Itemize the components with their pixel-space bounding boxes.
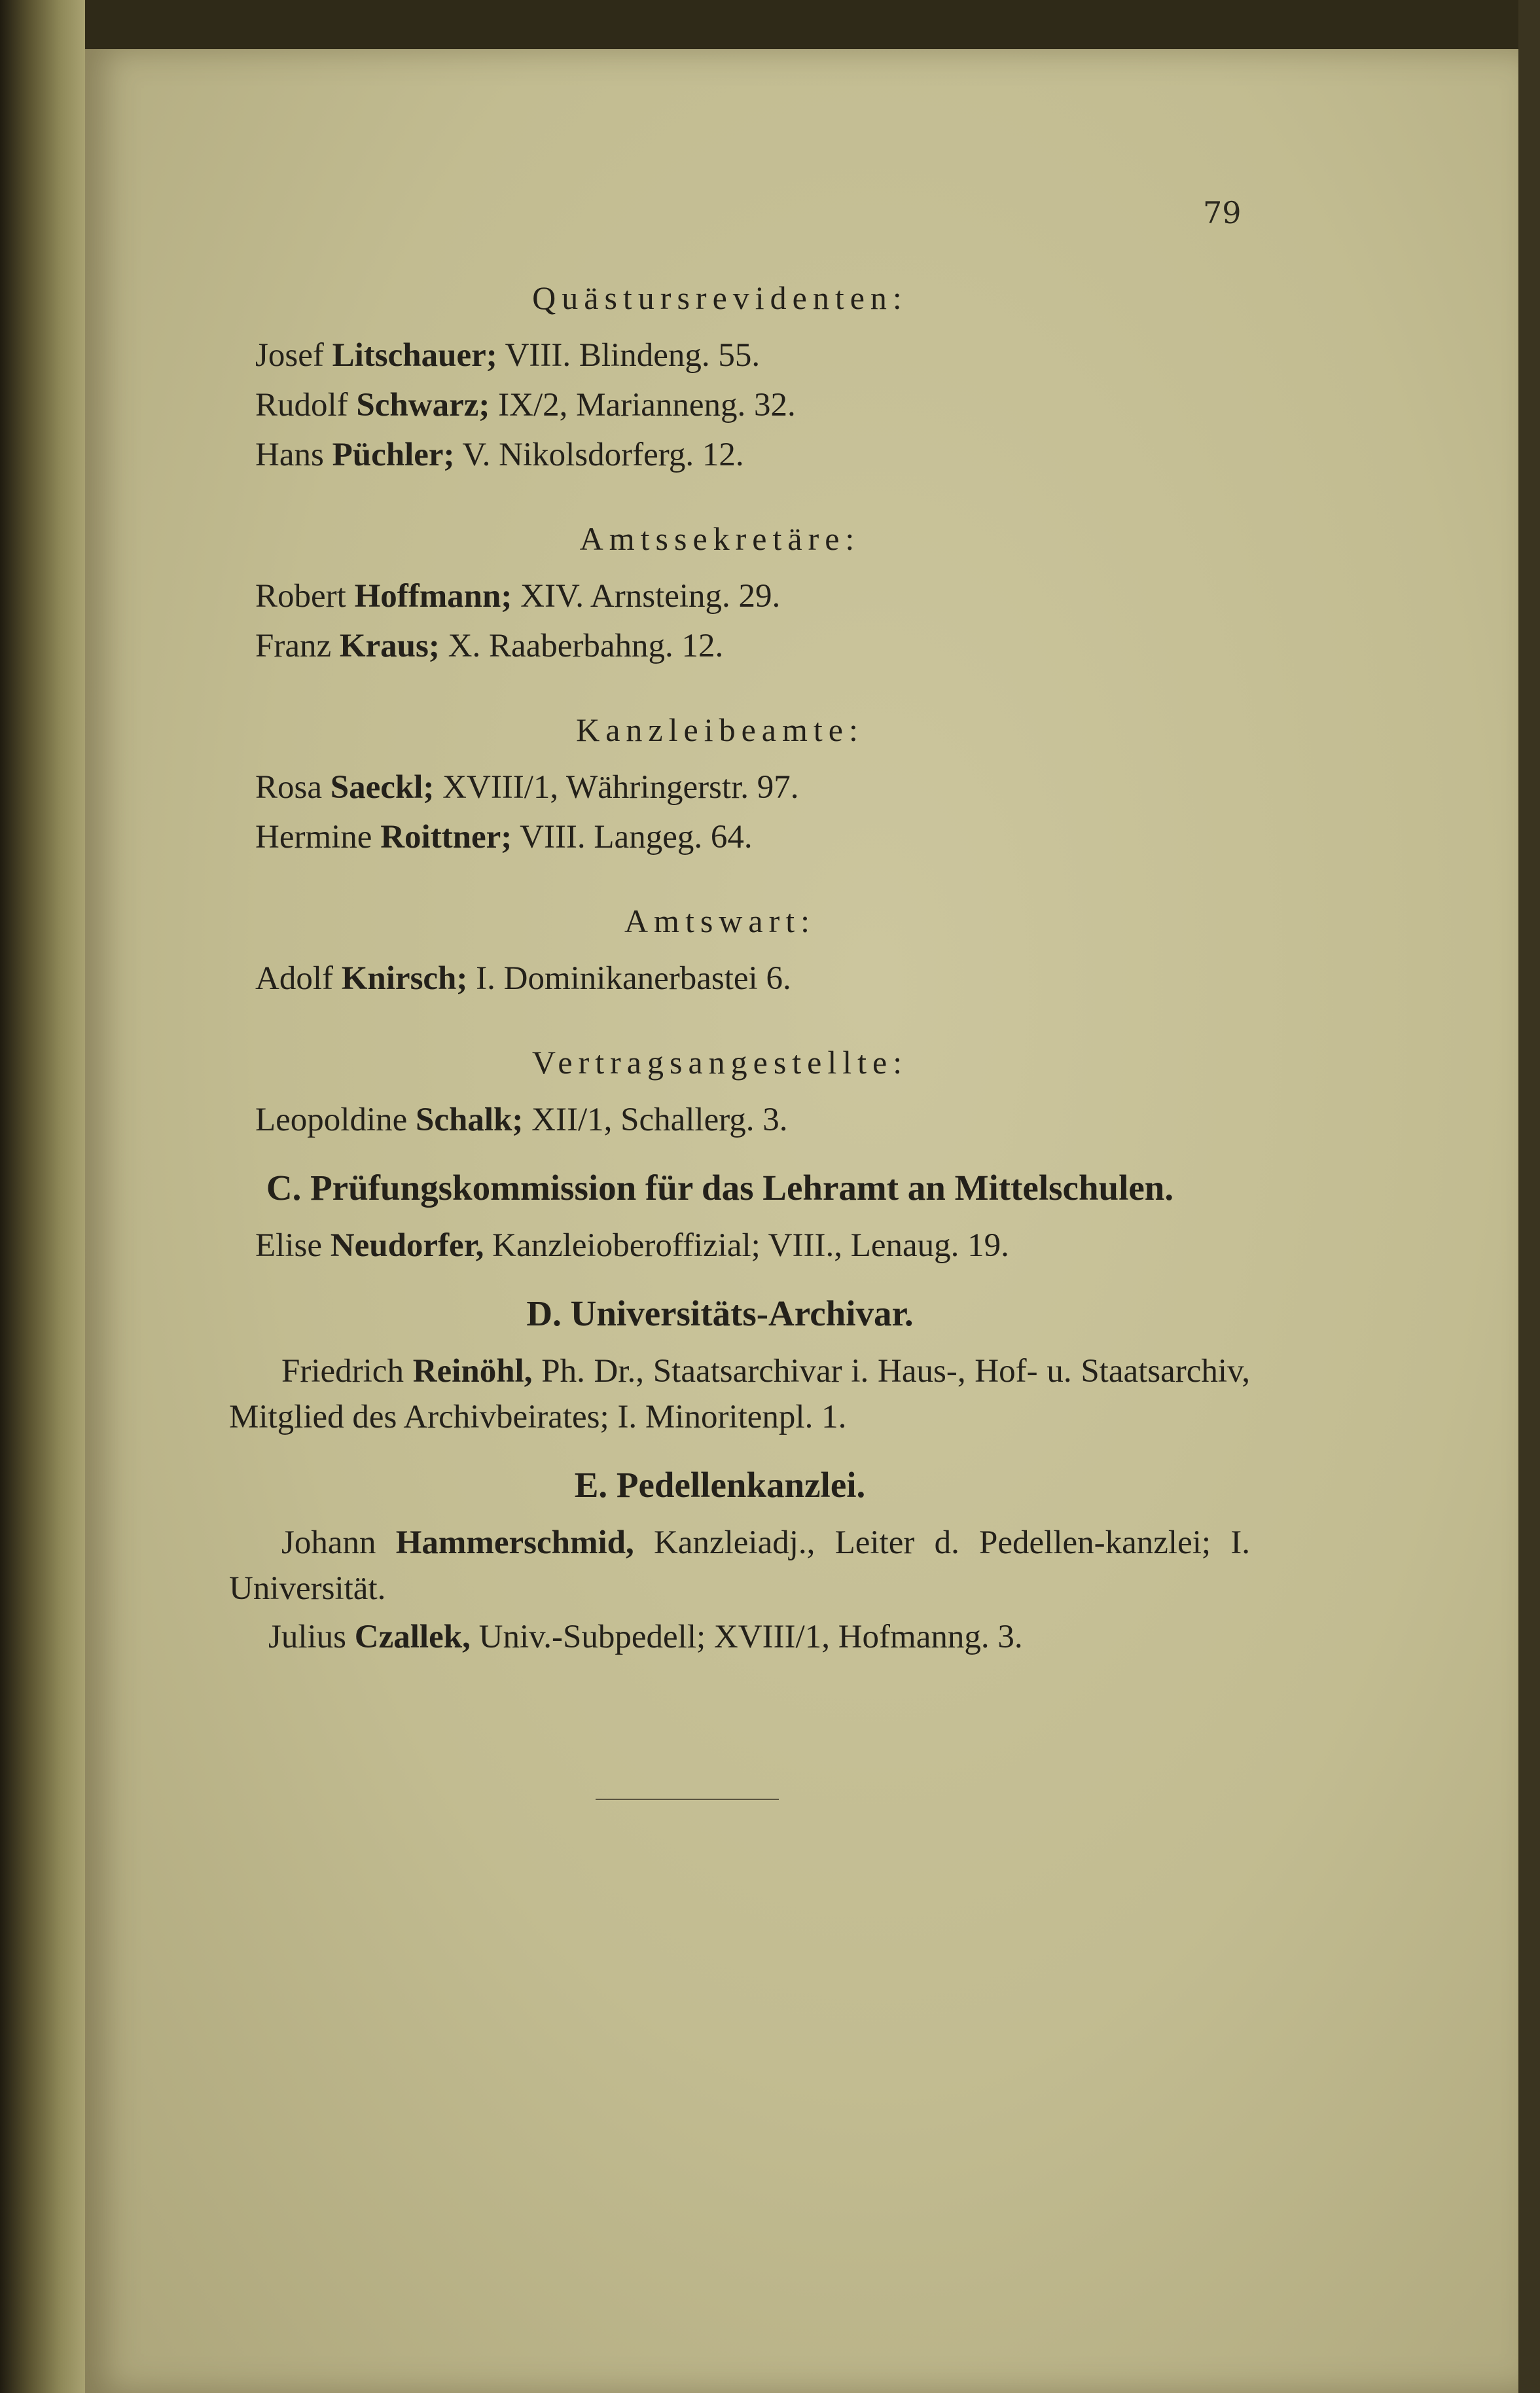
staff-entry: Hermine Roittner; VIII. Langeg. 64. — [255, 819, 753, 855]
group-heading: Vertragsangestellte: — [531, 1044, 908, 1081]
section-c-title: C. Prüfungskommission für das Lehramt an Mittelschulen. — [266, 1168, 1174, 1208]
staff-entry: Franz Kraus; X. Raaberbahng. 12. — [255, 628, 724, 664]
staff-entry: Rosa Saeckl; XVIII/1, Währingerstr. 97. — [255, 769, 799, 806]
group-kanzleibeamte — [229, 707, 1250, 860]
group-heading: Amtssekretäre: — [579, 520, 861, 557]
staff-entry: Adolf Knirsch; I. Dominikanerbastei 6. — [255, 960, 791, 997]
group-heading: Kanzleibeamte: — [576, 711, 864, 748]
section-d-title: D. Universitäts-Archivar. — [526, 1293, 914, 1333]
staff-entry: Friedrich Reinöhl, Ph. Dr., Staatsarchivar i. Haus-, Hof- u. Staatsarchiv, Mitglied des Archivbeirates; I. Minoritenpl. 1. — [229, 1353, 1251, 1435]
staff-entry: Julius Czallek, Univ.-Subpedell; XVIII/1, Hofmanng. 3. — [268, 1619, 1023, 1655]
page-number: 79 — [1203, 195, 1242, 230]
staff-entry: Hans Püchler; V. Nikolsdorferg. 12. — [255, 437, 744, 473]
staff-entry: Johann Hammerschmid, Kanzleiadj., Leiter d. Pedellen-kanzlei; I. Universität. — [229, 1524, 1251, 1607]
page-content — [229, 275, 1250, 1664]
staff-entry: Elise Neudorfer, Kanzleioberoffizial; VIII., Lenaug. 19. — [255, 1227, 1009, 1264]
book-spine — [0, 0, 85, 2393]
staff-entry: Rudolf Schwarz; IX/2, Marianneng. 32. — [255, 387, 796, 423]
group-amtssekretaere — [229, 516, 1250, 669]
group-vertragsangestellte — [229, 1039, 1250, 1143]
group-amtswart — [229, 898, 1250, 1001]
group-heading: Amtswart: — [624, 903, 816, 939]
end-divider — [596, 1799, 779, 1800]
staff-entry: Josef Litschauer; VIII. Blindeng. 55. — [255, 337, 761, 374]
staff-entry: Robert Hoffmann; XIV. Arnsteing. 29. — [255, 578, 781, 615]
staff-entry: Leopoldine Schalk; XII/1, Schallerg. 3. — [255, 1102, 788, 1138]
group-heading: Quästursrevidenten: — [532, 279, 908, 316]
page-edge — [1518, 0, 1540, 2393]
group-quaestursrevidenten — [229, 275, 1250, 478]
section-e-title: E. Pedellenkanzlei. — [574, 1465, 866, 1505]
